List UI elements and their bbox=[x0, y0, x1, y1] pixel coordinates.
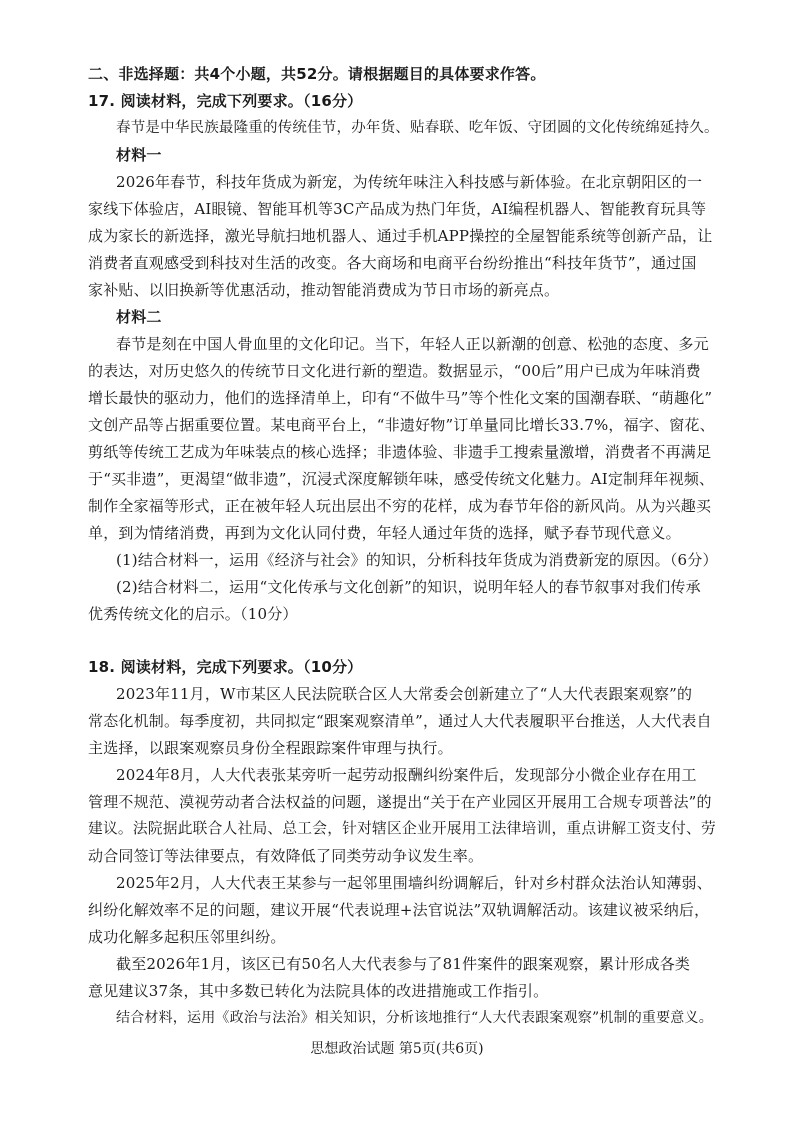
q17-material2-line: 的表达，对历史悠久的传统节日文化进行新的塑造。数据显示，“00后”用户已成为年味消费 bbox=[88, 362, 701, 380]
q18-paragraph-line: 2025年2月，人大代表王某参与一起邻里围墙纠纷调解后，针对乡村群众法治认知薄弱、 bbox=[116, 874, 712, 892]
q18-paragraph-line: 纠纷化解效率不足的问题，建议开展“代表说理+法官说法”双轨调解活动。该建议被采纳后， bbox=[88, 901, 710, 919]
q18-paragraph-line: 截至2026年1月，该区已有50名人大代表参与了81件案件的跟案观察，累计形成各类 bbox=[116, 955, 691, 973]
q17-material2-line: 增长最快的驱动力，他们的选择清单上，印有“不做牛马”等个性化文案的国潮春联、“萌趣化” bbox=[88, 389, 713, 407]
q17-material2-line: 文创产品等占据重要位置。某电商平台上，“非遗好物”订单量同比增长33.7%，福字、窗花、 bbox=[88, 416, 715, 434]
q17-material2-line: 制作全家福等形式，正在被年轻人玩出层出不穷的花样，成为春节年俗的新风尚。从为兴趣买 bbox=[88, 497, 712, 515]
q18-title: 18. 阅读材料，完成下列要求。（10分） bbox=[88, 658, 363, 676]
q18-paragraph-line: 2024年8月，人大代表张某旁听一起劳动报酬纠纷案件后，发现部分小微企业存在用工 bbox=[116, 766, 697, 784]
q17-material2-label: 材料二 bbox=[116, 308, 162, 326]
q18-paragraph-line: 动合同签订等法律要点，有效降低了同类劳动争议发生率。 bbox=[88, 847, 484, 865]
q18-paragraph-line: 2023年11月，W市某区人民法院联合区人大常委会创新建立了“人大代表跟案观察”的 bbox=[116, 685, 693, 703]
q18-paragraph-line: 建议。法院据此联合人社局、总工会，针对辖区企业开展用工法律培训，重点讲解工资支付、劳 bbox=[88, 820, 716, 837]
q17-subquestion-2: (2)结合材料二，运用“文化传承与文化创新”的知识，说明年轻人的春节叙事对我们传承 bbox=[116, 578, 701, 596]
q18-paragraph-line: 成功化解多起积压邻里纠纷。 bbox=[88, 928, 286, 946]
q18-paragraph-line: 管理不规范、漠视劳动者合法权益的问题，遂提出“关于在产业园区开展用工合规专项普法”的 bbox=[88, 793, 712, 811]
q17-material1-line: 消费者直观感受到科技对生活的改变。各大商场和电商平台纷纷推出“科技年货节”，通过国 bbox=[88, 254, 697, 272]
q17-material1-line: 成为家长的新选择，激光导航扫地机器人、通过手机APP操控的全屋智能系统等创新产品，让 bbox=[88, 227, 713, 245]
q17-subquestion-1: (1)结合材料一，运用《经济与社会》的知识，分析科技年货成为消费新宠的原因。（6分） bbox=[116, 551, 718, 569]
page-footer: 思想政治试题 第5页(共6页) bbox=[310, 1041, 484, 1057]
q17-material2-line: 单，到为情绪消费，再到为文化认同付费，年轻人通过年货的选择，赋予春节现代意义。 bbox=[88, 524, 681, 542]
q18-paragraph-line: 常态化机制。每季度初，共同拟定“跟案观察清单”，通过人大代表履职平台推送，人大代表自 bbox=[88, 712, 712, 730]
q17-material1-line: 家线下体验店，AI眼镜、智能耳机等3C产品成为热门年货，AI编程机器人、智能教育玩具等 bbox=[88, 200, 707, 218]
section-heading: 二、非选择题：共4个小题，共52分。请根据题目的具体要求作答。 bbox=[88, 65, 546, 83]
q18-paragraph-line: 意见建议37条，其中多数已转化为法院具体的改进措施或工作指引。 bbox=[88, 982, 549, 1000]
q17-title: 17. 阅读材料，完成下列要求。（16分） bbox=[88, 92, 363, 110]
q17-subquestion-2-cont: 优秀传统文化的启示。（10分） bbox=[88, 605, 298, 623]
q17-material1-line: 2026年春节，科技年货成为新宠，为传统年味注入科技感与新体验。在北京朝阳区的一 bbox=[116, 173, 703, 191]
q17-intro: 春节是中华民族最隆重的传统佳节，办年货、贴春联、吃年饭、守团圆的文化传统绵延持久。 bbox=[116, 120, 719, 136]
q17-material2-line: 春节是刻在中国人骨血里的文化印记。当下，年轻人正以新潮的创意、松弛的态度、多元 bbox=[116, 335, 709, 353]
q17-material1-line: 家补贴、以旧换新等优惠活动，推动智能消费成为节日市场的新亮点。 bbox=[88, 281, 560, 299]
q17-material1-label: 材料一 bbox=[116, 146, 162, 164]
q17-material2-line: 剪纸等传统工艺成为年味装点的核心选择；非遗体验、非遗手工搜索量激增，消费者不再满足 bbox=[88, 443, 712, 461]
q18-question: 结合材料，运用《政治与法治》相关知识，分析该地推行“人大代表跟案观察”机制的重要意义。 bbox=[116, 1010, 713, 1026]
q17-material2-line: 于“买非遗”，更渴望“做非遗”，沉浸式深度解锁年味，感受传统文化魅力。AI定制拜年视频、 bbox=[88, 470, 715, 488]
q18-paragraph-line: 主选择，以跟案观察员身份全程跟踪案件审理与执行。 bbox=[88, 739, 453, 757]
